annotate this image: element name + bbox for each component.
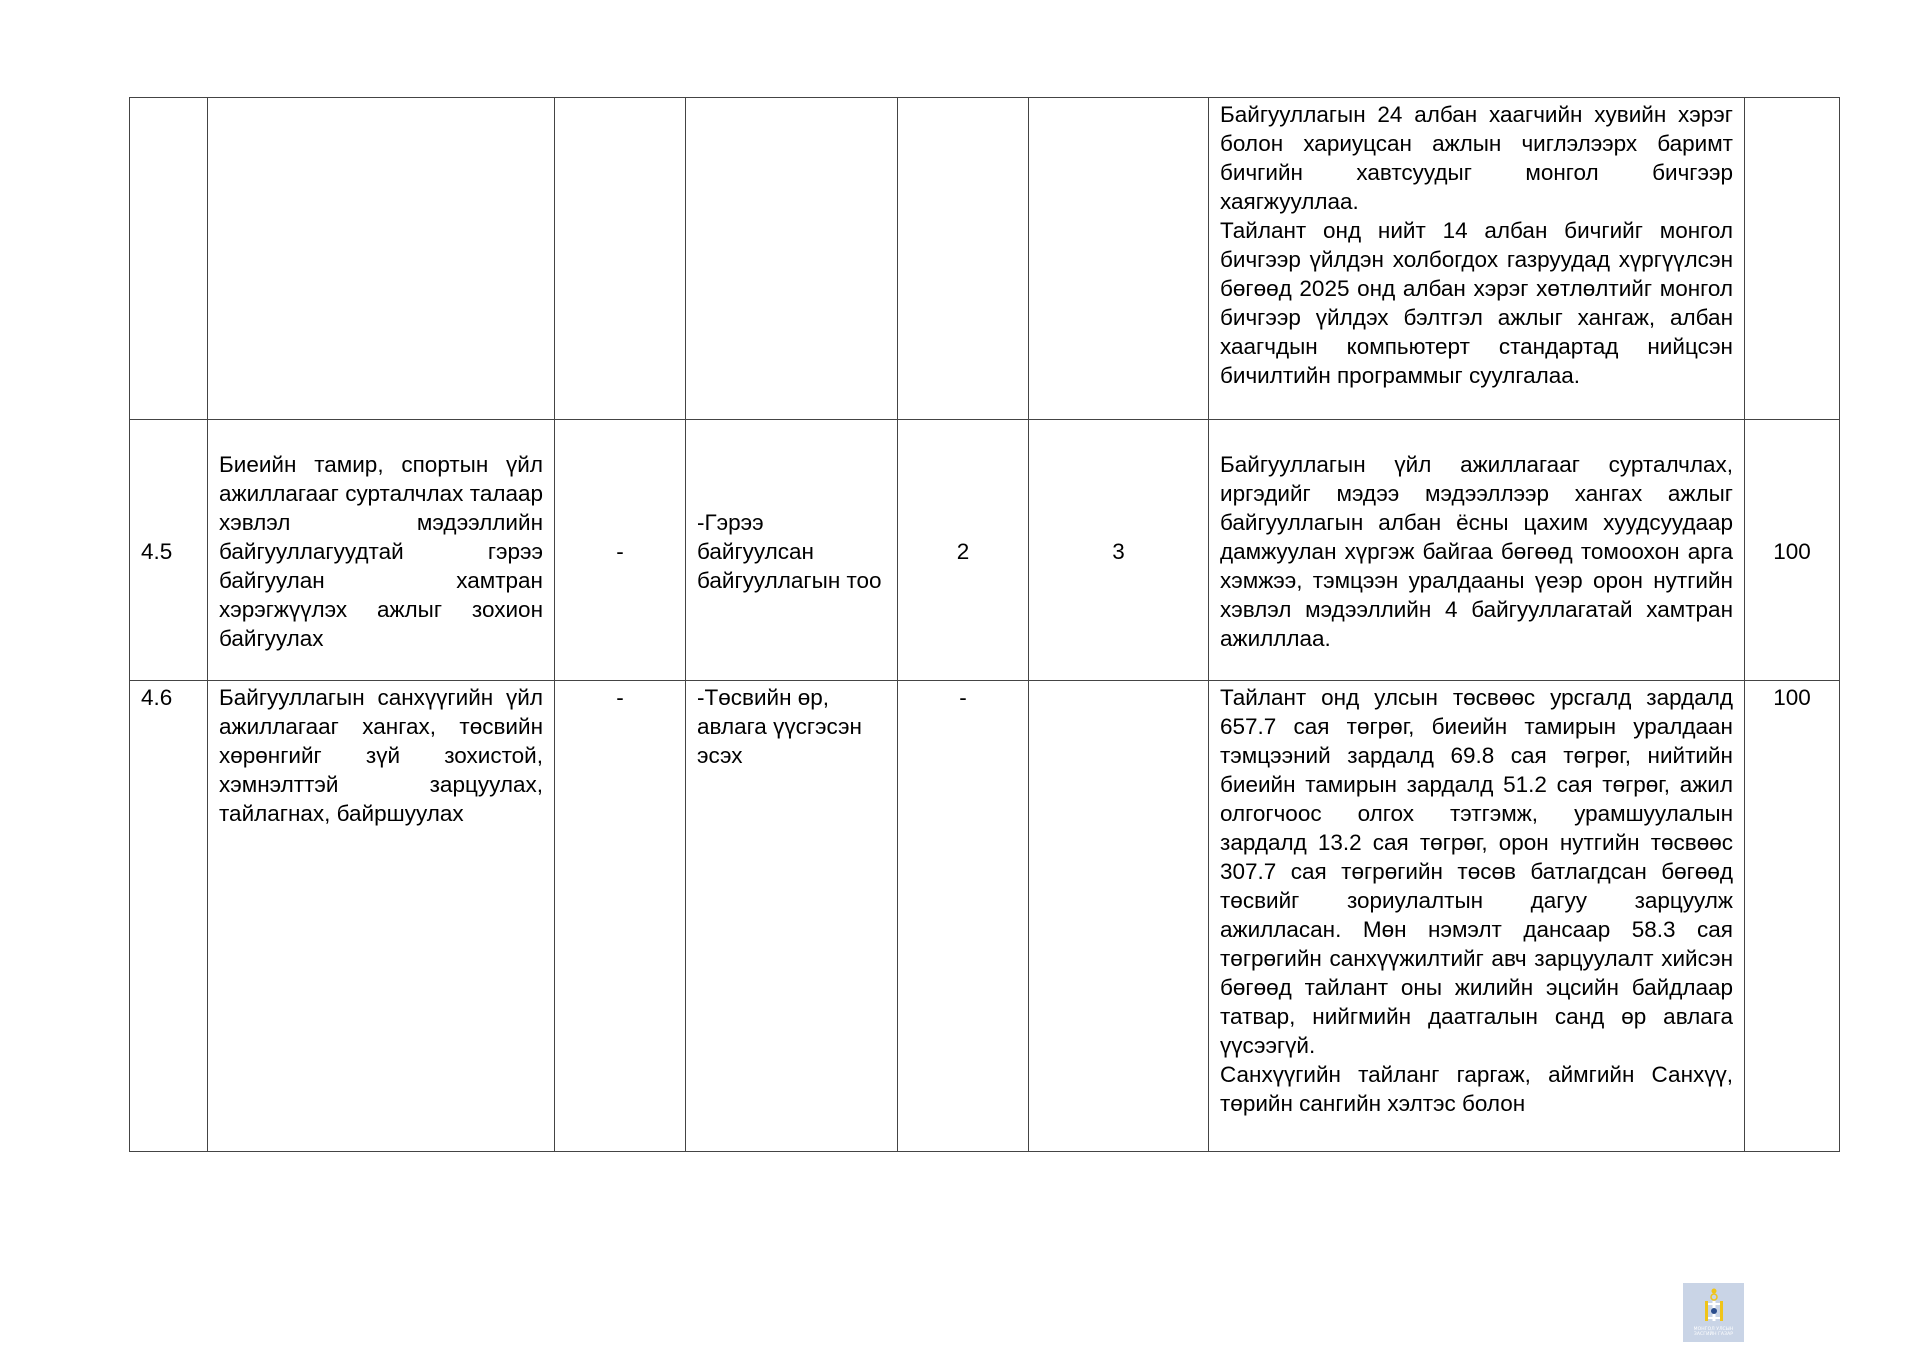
score-cell [1745,98,1840,420]
report-paragraph: Байгууллагын үйл ажиллагааг сурталчлах, иргэдийг мэдээ мэдээллээр хангах ажлыг байгууллагын албан ёсны цахим хуудсуудаар дамжуулан хүргэж байгаа бөгөөд томоохон арга хэмжээ, тэмцээн уралдааны үеэр орон нутгийн хэвлэл мэдээллийн 4 байгууллагатай хамтран ажилллаа. [1220,451,1733,651]
target-cell: 2 [898,420,1029,681]
indicator-cell: -Төсвийн өр, авлага үүсгэсэн эсэх [686,681,898,1152]
objective-cell [208,98,555,420]
logo-caption-line2: ЗАСГИЙН ГАЗАР [1693,1332,1734,1337]
score-cell: 100 [1745,420,1840,681]
report-paragraph: Тайлант онд нийт 14 албан бичгийг монгол бичгээр үйлдэн холбогдох газруудад хүргүүлсэн бөгөөд 2025 онд албан хэрэг хөтлөлтийг монгол бичгээр үйлдэх бэлтгэл ажлыг хангаж, албан хаагчдын компьютерт стандартад нийцсэн бичилтийн программыг суулгалаа. [1220,218,1733,388]
objective-cell: Байгууллагын санхүүгийн үйл ажиллагааг хангах, төсвийн хөрөнгийг зүй зохистой, хэмнэлттэй зарцуулах, тайлагнах, байршуулах [208,681,555,1152]
baseline-cell: - [555,681,686,1152]
row-number-cell: 4.5 [130,420,208,681]
table-row [130,420,1840,681]
report-cell [1209,420,1745,681]
report-cell [1209,681,1745,1152]
report-text-clip [1220,683,1733,1151]
baseline-cell: - [555,420,686,681]
row-number-cell: 4.6 [130,681,208,1152]
table-row [130,681,1840,1152]
report-cell [1209,98,1745,420]
actual-cell [1029,681,1209,1152]
actual-cell [1029,98,1209,420]
soyombo-emblem-icon [1699,1287,1729,1327]
indicator-cell [686,98,898,420]
actual-cell: 3 [1029,420,1209,681]
logo-caption-line1: МОНГОЛ УЛСЫН [1693,1327,1734,1332]
report-paragraph: Санхүүгийн тайланг гаргаж, аймгийн Санхүү, төрийн сангийн хэлтэс болон [1220,1062,1733,1116]
indicator-cell: -Гэрээ байгуулсан байгууллагын тоо [686,420,898,681]
row-number-cell [130,98,208,420]
objective-cell: Биеийн тамир, спортын үйл ажиллагааг сурталчлах талаар хэвлэл мэдээллийн байгууллагуудтай гэрээ байгуулан хамтран хэрэгжүүлэх ажлыг зохион байгуулах [208,420,555,681]
report-paragraph: Байгууллагын 24 албан хаагчийн хувийн хэрэг болон хариуцсан ажлын чиглэлээрх баримт бичгийн хавтсуудыг монгол бичгээр хаягжууллаа. [1220,102,1733,214]
report-table [129,97,1840,1152]
baseline-cell [555,98,686,420]
government-logo [1683,1283,1744,1342]
table-row [130,98,1840,420]
target-cell [898,98,1029,420]
report-paragraph: Тайлант онд улсын төсвөөс урсгалд зардалд 657.7 сая төгрөг, биеийн тамирын уралдаан тэмцээний зардалд 69.8 сая төгрөг, нийтийн биеийн тамирын зардалд 51.2 сая төгрөг, ажил олгогчоос олгох тэтгэмж, урамшуулалын зардалд 13.2 сая төгрөг, орон нутгийн төсвөөс 307.7 сая төгрөгийн төсөв батлагдсан бөгөөд төсвийг зориулалтын дагуу зарцуулж ажилласан. Мөн нэмэлт дансаар 58.3 сая төгрөгийн санхүүжилтийг авч зарцуулалт хийсэн бөгөөд тайлант оны жилийн эцсийн байдлаар татвар, нийгмийн даатгалын санд өр авлага үүсээгүй. [1220,685,1733,1058]
target-cell: - [898,681,1029,1152]
score-cell: 100 [1745,681,1840,1152]
